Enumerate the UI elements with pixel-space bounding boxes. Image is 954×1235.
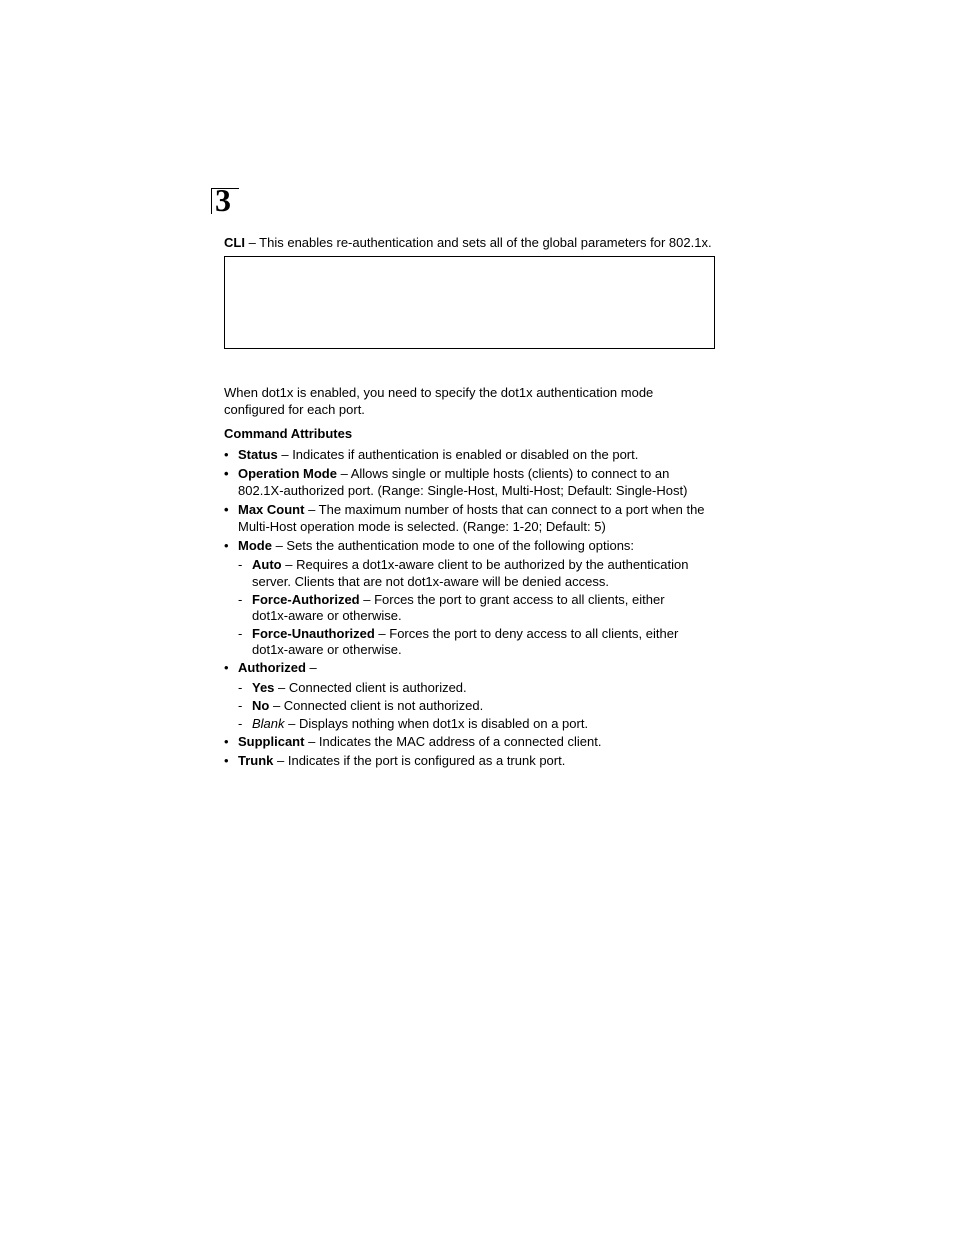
attr-authorized — [238, 659, 317, 676]
intro-line-2: configured for each port. — [224, 402, 365, 417]
mode-force-unauthorized-desc-2: dot1x-aware or otherwise. — [252, 642, 402, 657]
authorized-yes — [252, 679, 467, 696]
dash-blank: - — [238, 716, 243, 731]
bullet-authorized: • — [224, 660, 229, 675]
mode-force-unauthorized-term: Force-Unauthorized — [252, 626, 375, 641]
mode-force-unauthorized — [252, 625, 678, 642]
chapter-marker-vertical-rule — [211, 188, 212, 214]
attr-max-count — [238, 501, 705, 518]
dash-auto: - — [238, 557, 243, 572]
bullet-status: • — [224, 447, 229, 462]
chapter-marker — [211, 182, 241, 218]
attr-supplicant-term: Supplicant — [238, 734, 305, 749]
attr-supplicant-desc: – Indicates the MAC address of a connected client. — [304, 734, 602, 749]
dash-yes: - — [238, 680, 243, 695]
mode-auto-desc-2: server. Clients that are not dot1x-aware will be denied access. — [252, 574, 609, 589]
mode-auto-desc-1: – Requires a dot1x-aware client to be authorized by the authentication — [281, 557, 689, 572]
attr-trunk — [238, 752, 565, 769]
mode-auto-term: Auto — [252, 557, 282, 572]
attr-operation-mode-desc-2: 802.1X-authorized port. (Range: Single-Host, Multi-Host; Default: Single-Host) — [238, 483, 688, 498]
mode-force-authorized-desc-1: – Forces the port to grant access to all clients, either — [359, 592, 665, 607]
intro-line-1: When dot1x is enabled, you need to specify the dot1x authentication mode — [224, 385, 654, 400]
attr-operation-mode — [238, 465, 669, 482]
intro-paragraph — [224, 384, 724, 418]
mode-force-authorized-term: Force-Authorized — [252, 592, 360, 607]
cli-label: CLI — [224, 235, 245, 250]
attr-status-term: Status — [238, 447, 278, 462]
attr-trunk-term: Trunk — [238, 753, 274, 768]
cli-code-box — [224, 256, 715, 349]
attr-max-count-desc-2: Multi-Host operation mode is selected. (Range: 1-20; Default: 5) — [238, 519, 606, 534]
authorized-blank — [252, 715, 588, 732]
bullet-supplicant: • — [224, 734, 229, 749]
authorized-no — [252, 697, 483, 714]
attr-mode — [238, 537, 634, 554]
bullet-trunk: • — [224, 753, 229, 768]
authorized-yes-term: Yes — [252, 680, 275, 695]
mode-force-authorized — [252, 591, 665, 608]
attr-max-count-term: Max Count — [238, 502, 305, 517]
command-attributes-heading: Command Attributes — [224, 426, 353, 441]
attr-mode-term: Mode — [238, 538, 272, 553]
authorized-no-term: No — [252, 698, 270, 713]
attr-authorized-term: Authorized — [238, 660, 306, 675]
attr-supplicant — [238, 733, 601, 750]
attr-trunk-desc: – Indicates if the port is configured as a trunk port. — [273, 753, 566, 768]
attr-status-desc: – Indicates if authentication is enabled or disabled on the port. — [277, 447, 639, 462]
attr-authorized-desc: – — [305, 660, 317, 675]
dash-force-unauthorized: - — [238, 626, 243, 641]
cli-text: – This enables re-authentication and sets all of the global parameters for 802.1x. — [244, 235, 712, 250]
authorized-no-desc: – Connected client is not authorized. — [269, 698, 484, 713]
dash-no: - — [238, 698, 243, 713]
attr-max-count-desc-1: – The maximum number of hosts that can connect to a port when the — [304, 502, 705, 517]
bullet-operation-mode: • — [224, 466, 229, 481]
mode-auto — [252, 556, 688, 573]
mode-force-unauthorized-desc-1: – Forces the port to deny access to all clients, either — [374, 626, 679, 641]
authorized-blank-desc: – Displays nothing when dot1x is disabled on a port. — [284, 716, 589, 731]
cli-description — [224, 234, 712, 251]
authorized-yes-desc: – Connected client is authorized. — [274, 680, 467, 695]
bullet-mode: • — [224, 538, 229, 553]
dash-force-authorized: - — [238, 592, 243, 607]
chapter-number: 3 — [215, 182, 231, 218]
authorized-blank-term: Blank — [252, 716, 285, 731]
attr-operation-mode-desc-1: – Allows single or multiple hosts (clients) to connect to an — [336, 466, 670, 481]
attr-status — [238, 446, 638, 463]
attr-operation-mode-term: Operation Mode — [238, 466, 337, 481]
bullet-max-count: • — [224, 502, 229, 517]
attr-mode-desc: – Sets the authentication mode to one of the following options: — [271, 538, 635, 553]
mode-force-authorized-desc-2: dot1x-aware or otherwise. — [252, 608, 402, 623]
